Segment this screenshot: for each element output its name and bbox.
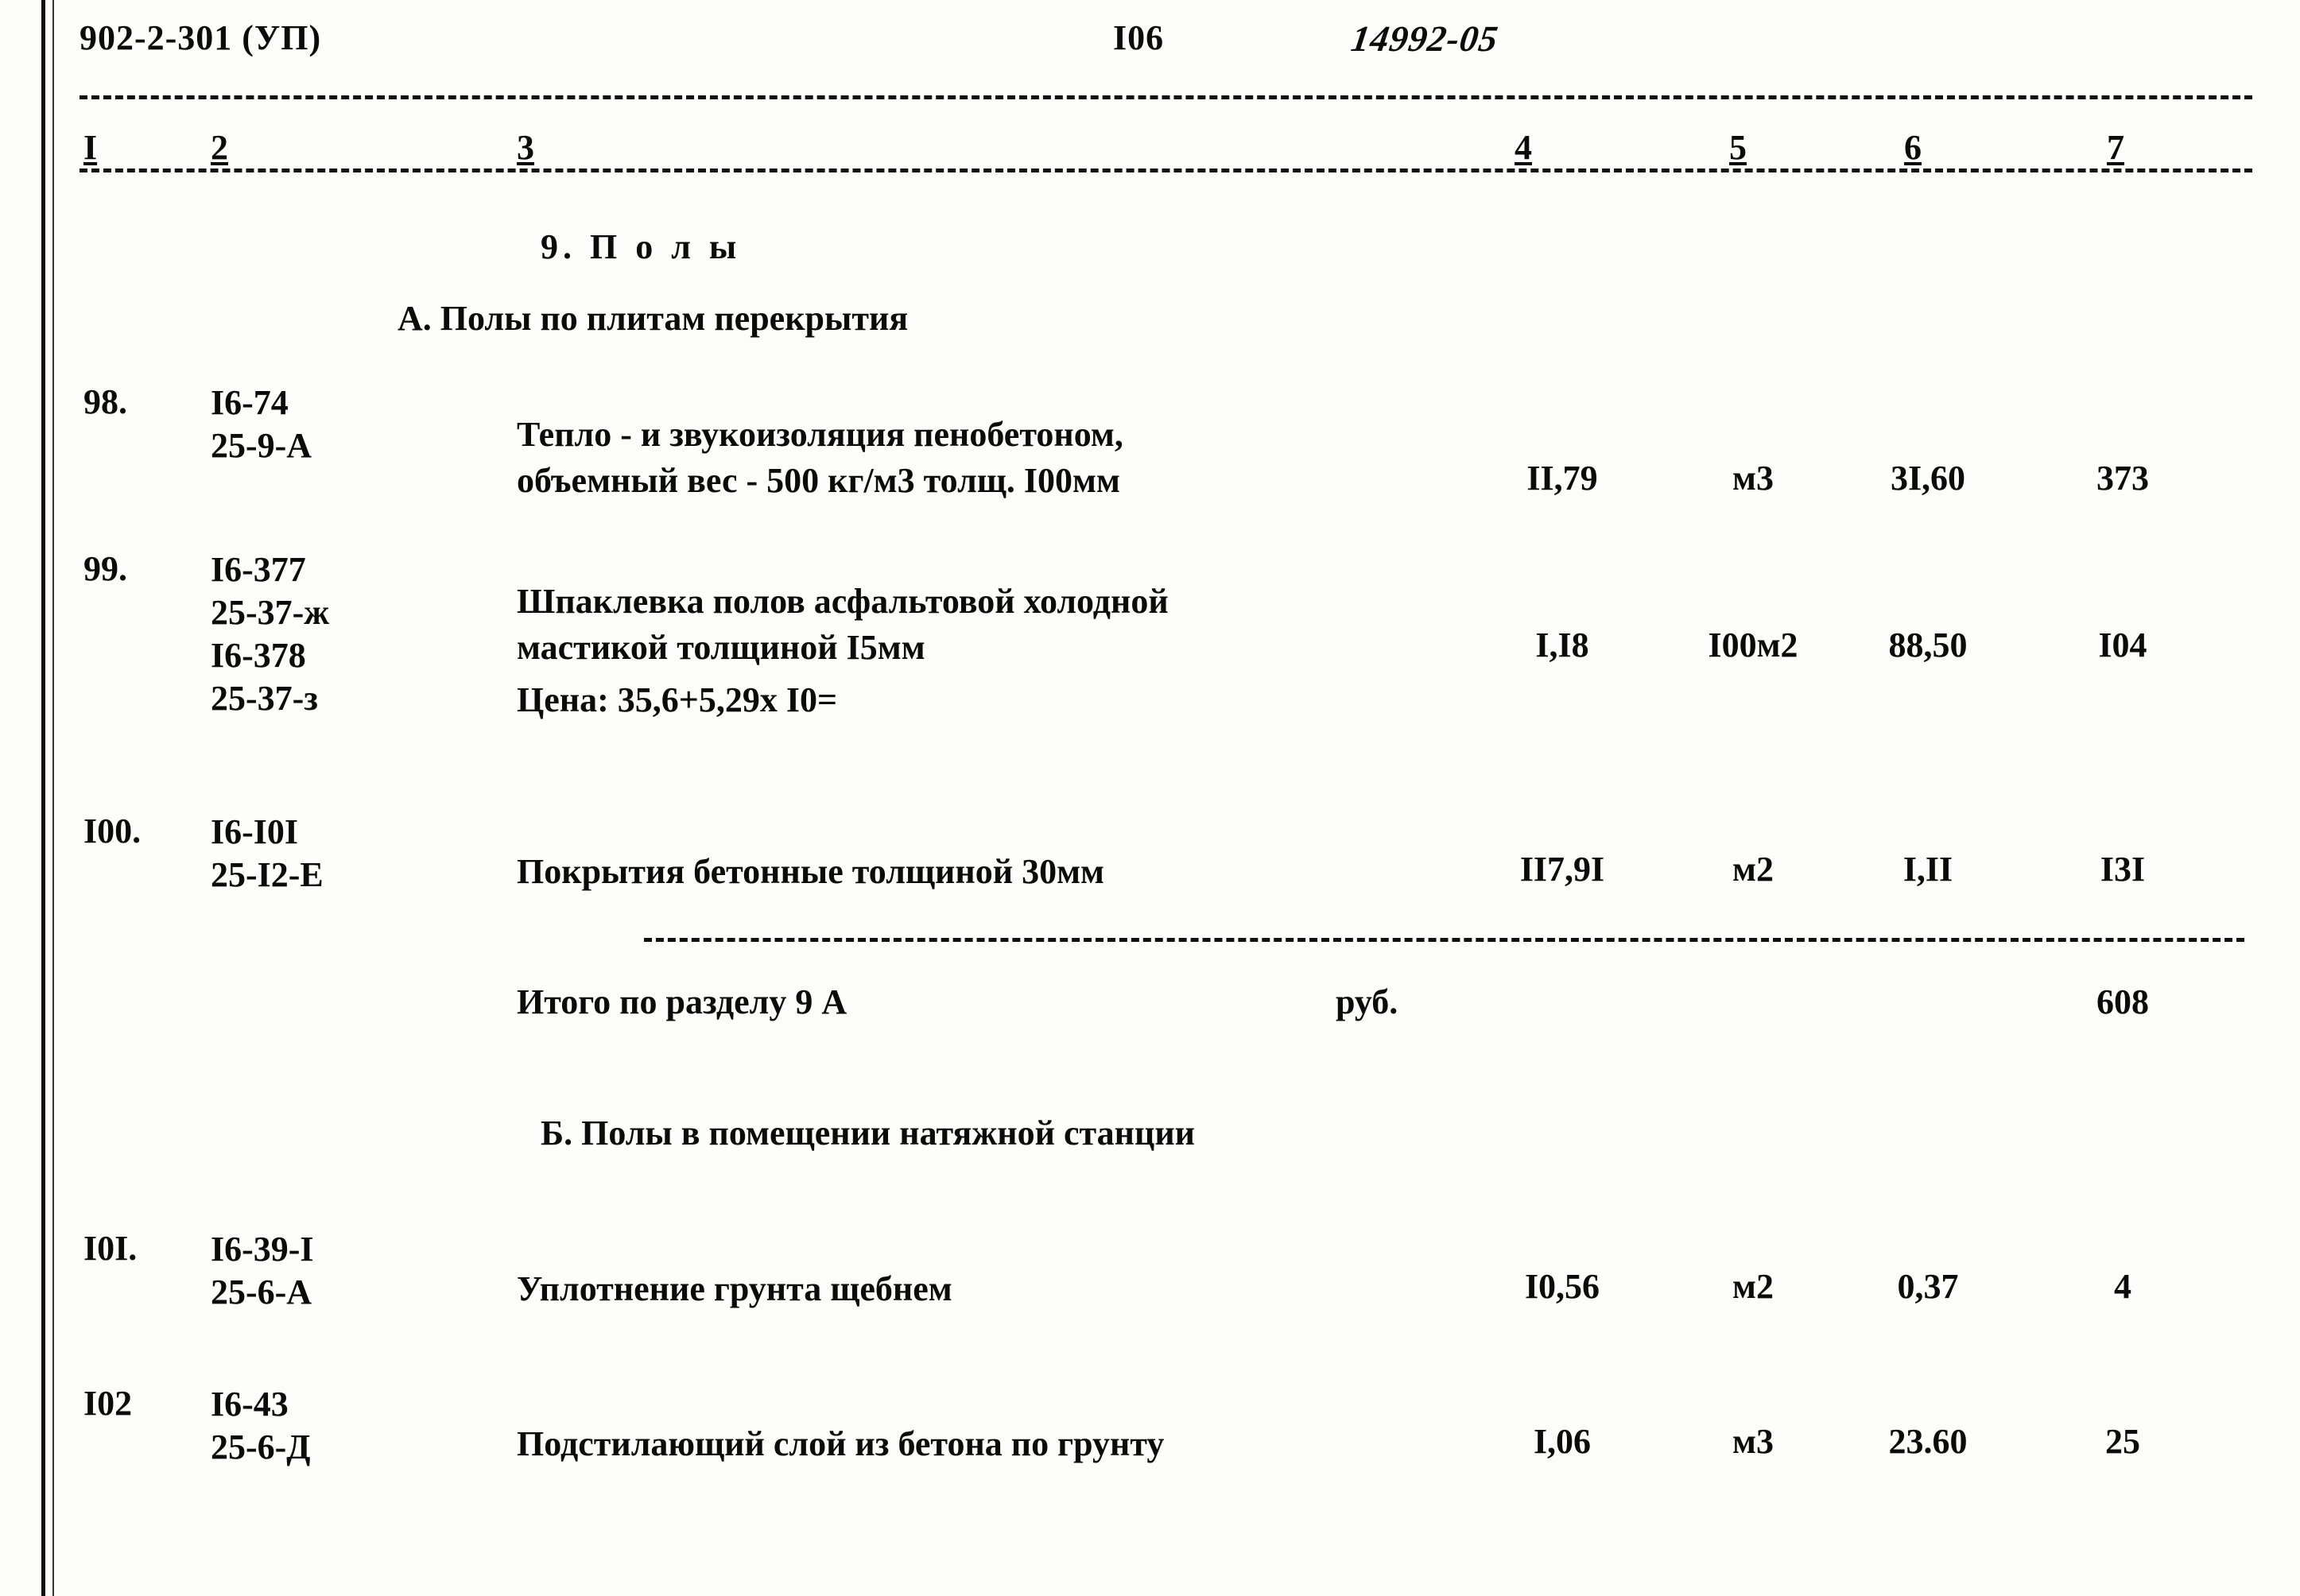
row-description bbox=[517, 1266, 1471, 1312]
header-divider bbox=[80, 95, 2252, 99]
section-total-label: Итого по разделу 9 А bbox=[517, 982, 847, 1021]
row-description bbox=[517, 849, 1471, 895]
row-code-line: 25-6-Д bbox=[211, 1427, 311, 1466]
column-number-3: 3 bbox=[517, 128, 534, 167]
row-description-line: объемный вес - 500 кг/м3 толщ. I00мм bbox=[517, 461, 1120, 500]
subsection-a-title: А. Полы по плитам перекрытия bbox=[398, 299, 909, 338]
row-sum: 4 bbox=[2114, 1267, 2131, 1306]
section-title: 9. П о л ы bbox=[541, 227, 742, 266]
row-description-line: мастикой толщиной I5мм bbox=[517, 628, 925, 667]
sheet-label: I06 bbox=[1113, 18, 1165, 57]
row-price: I,II bbox=[1902, 850, 1953, 889]
row-code-line: 25-9-А bbox=[211, 426, 312, 465]
row-description bbox=[517, 579, 1471, 671]
row-price: 88,50 bbox=[1888, 626, 1968, 664]
row-code-line: I6-39-I bbox=[211, 1230, 314, 1269]
row-description-line: Тепло - и звукоизоляция пенобетоном, bbox=[517, 415, 1123, 454]
row-price-note: Цена: 35,6+5,29х I0= bbox=[517, 680, 838, 719]
row-quantity: I,I8 bbox=[1535, 626, 1589, 664]
column-number-5: 5 bbox=[1729, 128, 1747, 167]
row-unit: м3 bbox=[1732, 459, 1774, 498]
section-total-sum: 608 bbox=[2096, 982, 2149, 1021]
row-unit: м2 bbox=[1732, 1267, 1774, 1306]
row-codes bbox=[211, 1228, 497, 1314]
section-total-unit: руб. bbox=[1336, 982, 1398, 1021]
row-description-line: Покрытия бетонные толщиной 30мм bbox=[517, 852, 1105, 891]
row-sum: I3I bbox=[2100, 850, 2146, 889]
row-price: 0,37 bbox=[1897, 1267, 1959, 1306]
row-unit: м2 bbox=[1732, 850, 1774, 889]
row-code-line: I6-43 bbox=[211, 1385, 289, 1424]
row-code-line: 25-6-А bbox=[211, 1273, 312, 1311]
row-description bbox=[517, 1421, 1471, 1467]
row-quantity: II7,9I bbox=[1519, 850, 1605, 889]
total-divider bbox=[644, 938, 2244, 942]
row-quantity: I,06 bbox=[1533, 1422, 1592, 1461]
column-number-7: 7 bbox=[2107, 128, 2124, 167]
subsection-b-title: Б. Полы в помещении натяжной станции bbox=[541, 1114, 1196, 1152]
left-margin-rule bbox=[41, 0, 45, 1596]
row-codes bbox=[211, 811, 497, 897]
row-unit: м3 bbox=[1732, 1422, 1774, 1461]
row-unit: I00м2 bbox=[1708, 626, 1798, 664]
column-number-2: 2 bbox=[211, 128, 228, 167]
row-code-line: 25-37-ж bbox=[211, 593, 330, 632]
row-quantity: I0,56 bbox=[1524, 1267, 1600, 1306]
row-description-line: Уплотнение грунта щебнем bbox=[517, 1269, 952, 1308]
document-code: 902-2-301 (УП) bbox=[80, 18, 322, 57]
row-description bbox=[517, 412, 1471, 504]
column-header-divider bbox=[80, 169, 2252, 172]
row-number: 99. bbox=[83, 549, 127, 588]
row-code-line: I6-377 bbox=[211, 550, 306, 589]
row-code-line: I6-378 bbox=[211, 636, 306, 675]
row-sum: 25 bbox=[2105, 1422, 2140, 1461]
row-description-line: Подстилающий слой из бетона по грунту bbox=[517, 1424, 1165, 1463]
row-code-line: 25-I2-Е bbox=[211, 855, 324, 894]
row-number: 98. bbox=[83, 382, 127, 421]
row-code-line: 25-37-з bbox=[211, 679, 318, 718]
row-codes bbox=[211, 1383, 497, 1469]
handwritten-number: 14992-05 bbox=[1348, 18, 1501, 59]
row-sum: 373 bbox=[2096, 459, 2149, 498]
column-number-1: I bbox=[83, 128, 98, 167]
row-codes bbox=[211, 382, 497, 467]
row-price: 3I,60 bbox=[1890, 459, 1966, 498]
column-number-6: 6 bbox=[1904, 128, 1922, 167]
column-number-4: 4 bbox=[1515, 128, 1532, 167]
row-code-line: I6-74 bbox=[211, 383, 289, 422]
row-number: I0I. bbox=[83, 1229, 138, 1268]
row-number: I02 bbox=[83, 1384, 133, 1423]
row-number: I00. bbox=[83, 812, 142, 850]
row-sum: I04 bbox=[2098, 626, 2147, 664]
row-code-line: I6-I0I bbox=[211, 812, 299, 851]
row-description-line: Шпаклевка полов асфальтовой холодной bbox=[517, 582, 1169, 621]
row-codes bbox=[211, 548, 497, 720]
left-margin-rule-secondary bbox=[52, 0, 54, 1596]
row-price: 23.60 bbox=[1888, 1422, 1968, 1461]
row-quantity: II,79 bbox=[1526, 459, 1598, 498]
